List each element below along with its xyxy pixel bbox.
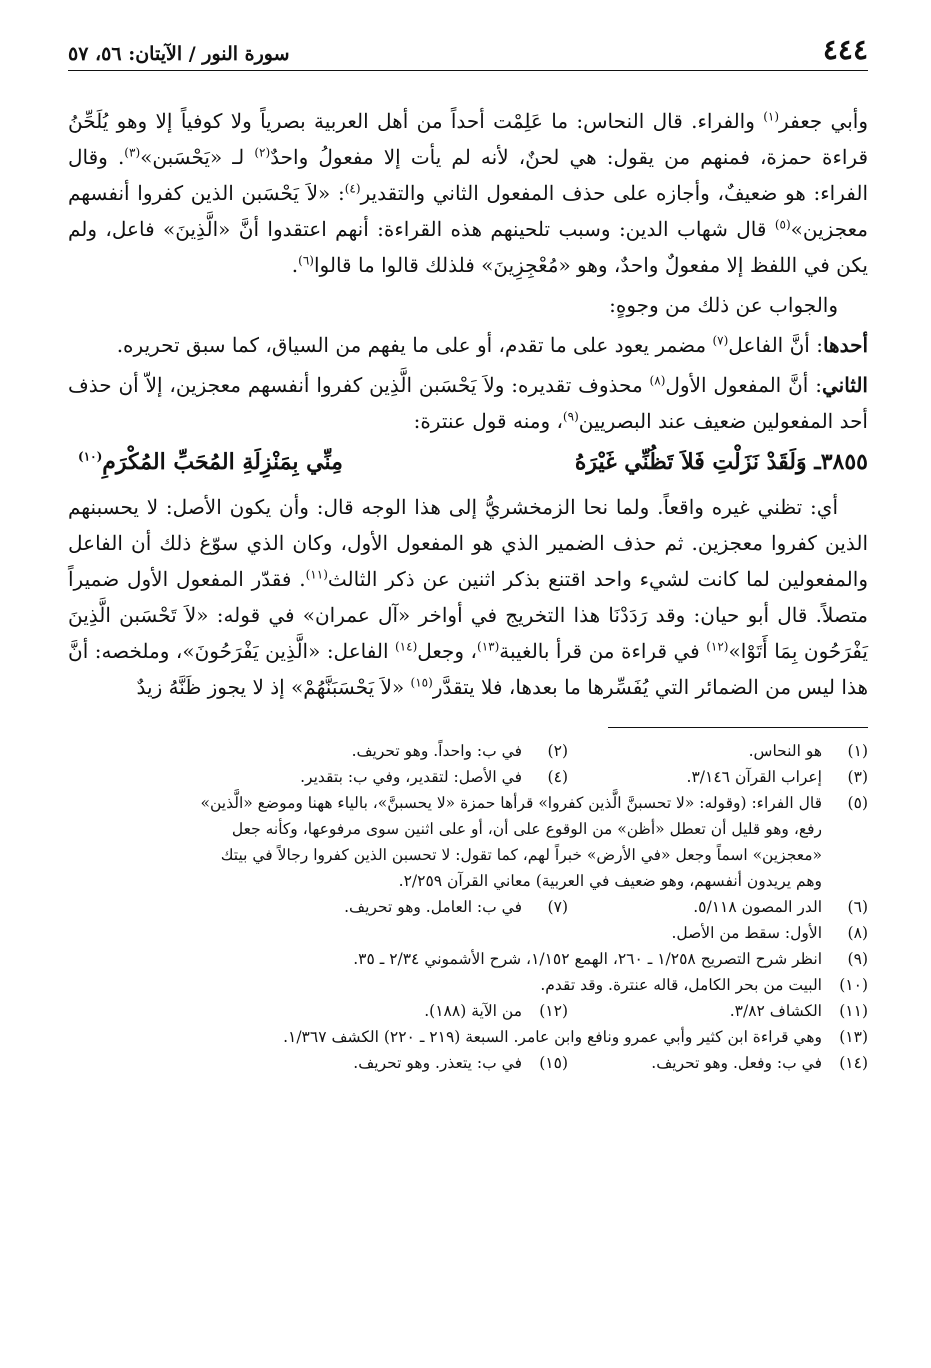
text-run: «لاَ يَحْسَبَنَّهُمْ» إذ لا يجوز ظَنَّهُ زيدٌ <box>136 675 411 699</box>
footnote-text: إعراب القرآن ٣/١٤٦. <box>686 768 822 786</box>
footnote-ref: (٨) <box>649 373 666 388</box>
footnote-ref: (٦) <box>298 253 314 268</box>
footnote-number: (١٣) <box>839 1028 868 1046</box>
footnote-ref: (١٥) <box>410 675 433 690</box>
footnote <box>68 946 868 972</box>
footnote-ref: (١١) <box>305 567 328 582</box>
footnote-ref: (٧) <box>712 333 729 348</box>
footnote-ref: (٢) <box>254 145 271 160</box>
footnote-text: وهي قراءة ابن كثير وأبي عمرو ونافع وابن عامر. السبعة (٢١٩ ـ ٢٢٠) الكشف ١/٣٦٧. <box>283 1028 822 1046</box>
footnote-ref: (١٠) <box>78 449 103 464</box>
footnote-row <box>68 738 868 764</box>
text-run: ، ومنه قول عنترة: <box>413 409 563 433</box>
text-run: في قراءة من قرأ بالغيبة <box>499 639 707 663</box>
footnote <box>68 972 868 998</box>
verse-text: ـ وَلَقَدْ نَزَلْتِ فَلاَ تَظُنِّي غَيْرَهُ <box>574 449 821 475</box>
footnote-text: الدر المصون ٥/١١٨. <box>693 898 822 916</box>
footnote-text: في ب: وفعل. وهو تحريف. <box>651 1054 822 1072</box>
text-run: مضمر يعود على ما تقدم، أو على ما يفهم من السياق، كما سبق تحريره. <box>116 333 713 357</box>
text-run: محذوف تقديره: ولاَ يَحْسَبن الَّذِين كفروا أنفسهم معجزين، إلاّ أن حذف أحد المفعولين ضعيف عند البصريين <box>68 373 868 433</box>
footnote-text: الكشاف ٣/٨٢. <box>729 1002 822 1020</box>
footnote-number: (٤) <box>547 768 568 786</box>
text-run: . فقدّر المفعول الأول ضميراً متصلاً. قال أبو حيان: وقد رَدَدْنَا هذا التخريج في أواخر «آل عمران» في قوله: «لاَ تَحْسَبن الَّذِينَ يَفْرَحُون بِمَا أَتَوْا» <box>68 567 868 663</box>
footnote <box>68 920 868 946</box>
footnote <box>568 1050 868 1076</box>
verse-number: ٣٨٥٥ <box>820 449 868 475</box>
text-run: أي: تظني غيره واقعاً. ولما نحا الزمخشريُّ إلى هذا الوجه قال: وأن يكون الأصل: لا يحسبنهم الذين كفروا معجزين. ثم حذف الضمير الذي هو المفعول الأول، وكان الذي سوّغ ذلك أن الفاعل والمفعولين لما كانت لشيء واحد اقتنع بذكر اثنين عن ذكر الثالث <box>68 495 868 591</box>
verse-second-hemistich <box>68 443 343 481</box>
running-title: سورة النور / الآيتان: ٥٦، ٥٧ <box>68 43 290 65</box>
footnote <box>68 894 568 920</box>
footnote <box>568 764 868 790</box>
footnote-number: (٣) <box>847 768 868 786</box>
footnote-number: (٨) <box>847 924 868 942</box>
paragraph-5 <box>68 489 868 705</box>
footnote-row <box>68 894 868 920</box>
footnote-number: (٢) <box>547 742 568 760</box>
footnote <box>68 998 568 1024</box>
footnote-text: في ب: واحداً. وهو تحريف. <box>351 742 522 760</box>
paragraph-1 <box>68 103 868 283</box>
footnote-text: في ب: العامل. وهو تحريف. <box>344 898 522 916</box>
footnote-separator <box>608 727 868 728</box>
footnote-text: من الآية (١٨٨). <box>424 1002 522 1020</box>
paragraph-4 <box>68 367 868 439</box>
text-run: ، وجعل <box>417 639 477 663</box>
footnote-ref: (١٣) <box>477 639 500 654</box>
paragraph-3 <box>68 327 868 363</box>
footnote-number: (٩) <box>847 950 868 968</box>
footnote <box>68 1050 568 1076</box>
point-label: الثاني <box>821 373 868 397</box>
page-header <box>68 28 868 71</box>
text-run: : أنَّ المفعول الأول <box>665 373 822 397</box>
footnote-row <box>68 790 868 816</box>
verse-text: مِنِّي بِمَنْزِلَةِ المُحَبِّ المُكْرَمِ <box>102 449 343 475</box>
footnote-number: (١٢) <box>539 1002 568 1020</box>
poetry-verse <box>68 443 868 481</box>
footnote-text: قال الفراء: (وقوله: «لا تحسبنَّ الَّذين كفروا» قرأها حمزة «لا يحسبنَّ»، بالياء ههنا وموضع «الَّذين» <box>200 794 822 812</box>
footnote-number: (١) <box>847 742 868 760</box>
footnote-text: الأول: سقط من الأصل. <box>671 924 822 942</box>
footnotes <box>68 738 868 1076</box>
main-text <box>68 103 868 705</box>
footnote-ref: (١٤) <box>394 639 418 654</box>
footnote-text: هو النحاس. <box>748 742 822 760</box>
text-run: : «لاَ يَحْسَبن الذين كفروا أنفسهم معجزين» <box>68 181 868 241</box>
footnote-number: (١٥) <box>539 1054 568 1072</box>
footnote <box>568 998 868 1024</box>
footnote-row <box>68 920 868 946</box>
text-run: . <box>291 253 299 277</box>
footnote-number: (١١) <box>839 1002 868 1020</box>
footnote <box>68 738 568 764</box>
footnote-number: (٧) <box>547 898 568 916</box>
footnote-row <box>68 764 868 790</box>
footnote-row <box>68 998 868 1024</box>
footnote-ref: (٥) <box>774 217 791 232</box>
footnote-number: (٦) <box>847 898 868 916</box>
text-run: والفراء. قال النحاس: ما عَلِمْت أحداً من أهل العربية بصرياً ولا كوفياً إلا وهو يُلَحِّنُ قراءة حمزة، فمنهم من يقول: هي لحنٌ، لأنه لم يأت إلا مفعولُ واحدٌ <box>68 109 869 169</box>
text-run: . وقال الفراء: هو ضعيفٌ، وأجازه على حذف المفعول الثاني والتقدير <box>68 145 869 205</box>
footnote-continuation: وهم يريدون أنفسهم، وهو ضعيف في العربية) معاني القرآن ٢/٢٥٩. <box>398 872 822 890</box>
footnote <box>68 790 868 816</box>
text-run: : أنَّ الفاعل <box>728 333 823 357</box>
footnote-number: (١٠) <box>839 976 868 994</box>
footnote-continuation: «معجزين» اسماً وجعل «في الأرض» خبراً لهم، كما تقول: لا تحسبن الذين كفروا رجالاً في بيتك <box>220 846 822 864</box>
footnote <box>68 1024 868 1050</box>
verse-first-hemistich <box>575 443 868 481</box>
footnote <box>568 738 868 764</box>
footnote-text: انظر شرح التصريح ١/٢٥٨ ـ ٢٦٠، الهمع ١/١٥٢، شرح الأشموني ٢/٣٤ ـ ٣٥. <box>353 950 822 968</box>
paragraph-2: والجواب عن ذلك من وجوهٍ: <box>609 293 838 317</box>
footnote-ref: (٣) <box>124 145 141 160</box>
footnote <box>68 764 568 790</box>
footnote-ref: (٤) <box>344 181 361 196</box>
footnote-row <box>68 1050 868 1076</box>
book-page <box>68 28 868 1076</box>
footnote-ref: (٩) <box>562 409 579 424</box>
footnote-text: في ب: يتعذر. وهو تحريف. <box>353 1054 522 1072</box>
text-run: قال شهاب الدين: وسبب تلحينهم هذه القراءة: أنهم اعتقدوا أنَّ «الَّذِينَ» فاعل، ولم يكن في اللفظ إلا مفعولٌ واحدٌ، وهو «مُعْجِزِينَ» فلذلك قالوا ما قالوا <box>68 217 868 277</box>
footnote-number: (٥) <box>847 794 868 812</box>
footnote-ref: (١٢) <box>706 639 729 654</box>
page-number: ٤٤٤ <box>822 33 868 66</box>
footnote-row <box>68 946 868 972</box>
footnote-text: في الأصل: لتقدير، وفي ب: بتقدير. <box>300 768 522 786</box>
footnote <box>568 894 868 920</box>
footnote-row <box>68 1024 868 1050</box>
footnote-row <box>68 972 868 998</box>
footnote-ref: (١) <box>763 109 780 124</box>
footnote-number: (١٤) <box>839 1054 868 1072</box>
text-run: لـ «يَحْسَبن» <box>140 145 255 169</box>
point-label: أحدها <box>822 333 868 357</box>
text-run: وأبي جعفر <box>779 109 868 133</box>
footnote-continuation: رفع، وهو قليل أن تعطل «أظن» من الوقوع على أن، أو على اثنين سوى مرفوعها، وكأنه جعل <box>231 820 822 838</box>
text-run: الفاعل: «الَّذِين يَفْرَحُونَ»، وملخصه: أنَّ هذا ليس من الضمائر التي يُفَسِّرها ما بعدها، فلا يتقدَّر <box>68 639 868 699</box>
footnote-text: البيت من بحر الكامل، قاله عنترة. وقد تقدم. <box>540 976 822 994</box>
